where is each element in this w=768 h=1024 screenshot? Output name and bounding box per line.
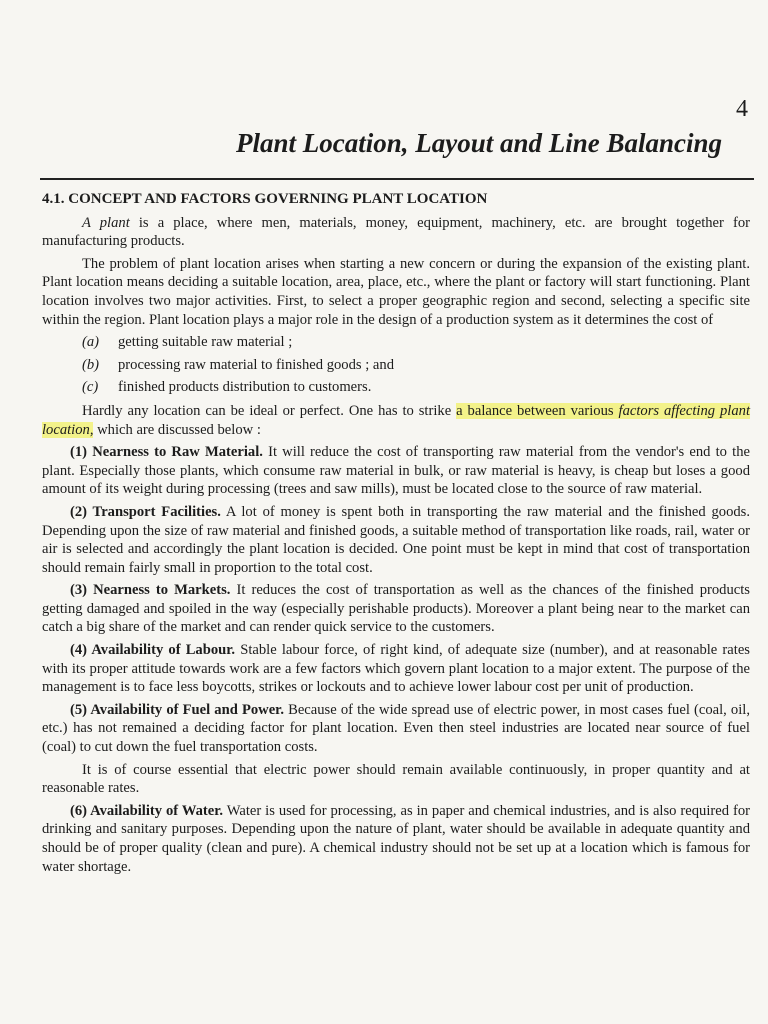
factor-heading: (5) Availability of Fuel and Power.	[70, 701, 284, 718]
intro-paragraph	[42, 214, 750, 251]
highlight-plain: a balance between various	[456, 402, 614, 419]
factor-heading: (3) Nearness to Markets.	[70, 582, 231, 599]
page-body	[42, 190, 750, 880]
highlight-italic: factors affecting plant location,	[42, 402, 751, 438]
factor-paragraph	[42, 503, 750, 577]
balance-intro: Hardly any location can be ideal or perfect. One has to strike	[82, 402, 452, 419]
factor-paragraph	[42, 641, 750, 697]
factor-heading: (1) Nearness to Raw Material.	[70, 444, 263, 461]
list-item	[82, 356, 750, 375]
factor-text: Because of the wide spread use of electric power, in most cases fuel (coal, oil, etc.) has not remained a deciding factor for plant location. Even then steel industries are located near source of fuel (coal) to cut down the fuel transportation costs.	[42, 701, 750, 756]
factor-text: A lot of money is spent both in transporting the raw material and the finished goods. Depending upon the size of raw material and finished goods, a suitable method of transportation like roads, rail, water or air is selected and accordingly the plant location is decided. One point must be kept in mind that cost of transportation should remain fairly small in proportion to the total cost.	[42, 503, 750, 576]
factor-text: It reduces the cost of transportation as well as the chances of the finished products getting damaged and spoiled in the way (especially perishable products). Moreover a plant being near to the market can catch a big share of the market and can render quick service to the customers.	[42, 582, 750, 636]
factor-paragraph	[42, 443, 750, 499]
chapter-title: Plant Location, Layout and Line Balancing	[236, 128, 723, 158]
balance-outro: which are discussed below :	[97, 421, 261, 438]
list-marker: (a)	[82, 334, 100, 351]
list-item-text: getting suitable raw material ;	[118, 334, 293, 351]
problem-paragraph: The problem of plant location arises when starting a new concern or during the expansion of the existing plant. Plant location means deciding a suitable location, area, place, etc., where the plant or factory will start functioning. Plant location involves two major activities. First, to select a proper geographic region and second, selecting a specific site within the region. Plant location plays a major role in the design of a production system as it determines the cost of	[42, 255, 750, 328]
list-item	[82, 378, 750, 397]
chapter-number: 4	[736, 96, 748, 122]
list-item	[82, 333, 750, 352]
list-item-text: processing raw material to finished goods ; and	[118, 356, 394, 373]
balance-paragraph	[42, 402, 750, 439]
plant-term: A plant	[82, 214, 130, 231]
factor-heading: (2) Transport Facilities.	[70, 503, 221, 520]
factor-heading: (6) Availability of Water.	[70, 802, 224, 819]
activities-list	[42, 333, 750, 397]
factor-paragraph	[42, 581, 750, 637]
list-marker: (b)	[82, 356, 100, 373]
plant-definition: is a place, where men, materials, money, equipment, machinery, etc. are brought together for manufacturing products.	[42, 214, 750, 250]
factor-text: It will reduce the cost of transporting raw material from the vendor's end to the plant. Especially those plants, which consume raw material in bulk, or raw material is heavy, is cheap but loses a good amount of its weight during processing (trees and saw mills), must be located close to the source of raw material.	[42, 444, 750, 498]
factor-paragraph	[42, 802, 750, 876]
section-heading: 4.1. CONCEPT AND FACTORS GOVERNING PLANT LOCATION	[42, 191, 488, 207]
power-note: It is of course essential that electric power should remain available continuously, in proper quantity and at reasonable rates.	[42, 761, 750, 797]
factor-heading: (4) Availability of Labour.	[70, 642, 236, 659]
factor-paragraph	[42, 701, 750, 757]
factor-text: Stable labour force, of right kind, of adequate size (number), and at reasonable rates with its proper attitude towards work are a few factors which govern plant location to a major extent. The purpose of the management is to face less boycotts, strikes or lockouts and to achieve lower labour cost per unit of production.	[42, 642, 750, 696]
list-marker: (c)	[82, 379, 99, 396]
title-rule	[40, 178, 754, 180]
factor-text: Water is used for processing, as in paper and chemical industries, and is also required for drinking and sanitary purposes. Depending upon the nature of plant, water should be available in adequate quantity and should be of proper quality (clean and pure). A chemical industry should not be set up at a location which is famous for water shortage.	[42, 802, 750, 875]
list-item-text: finished products distribution to customers.	[118, 379, 372, 396]
